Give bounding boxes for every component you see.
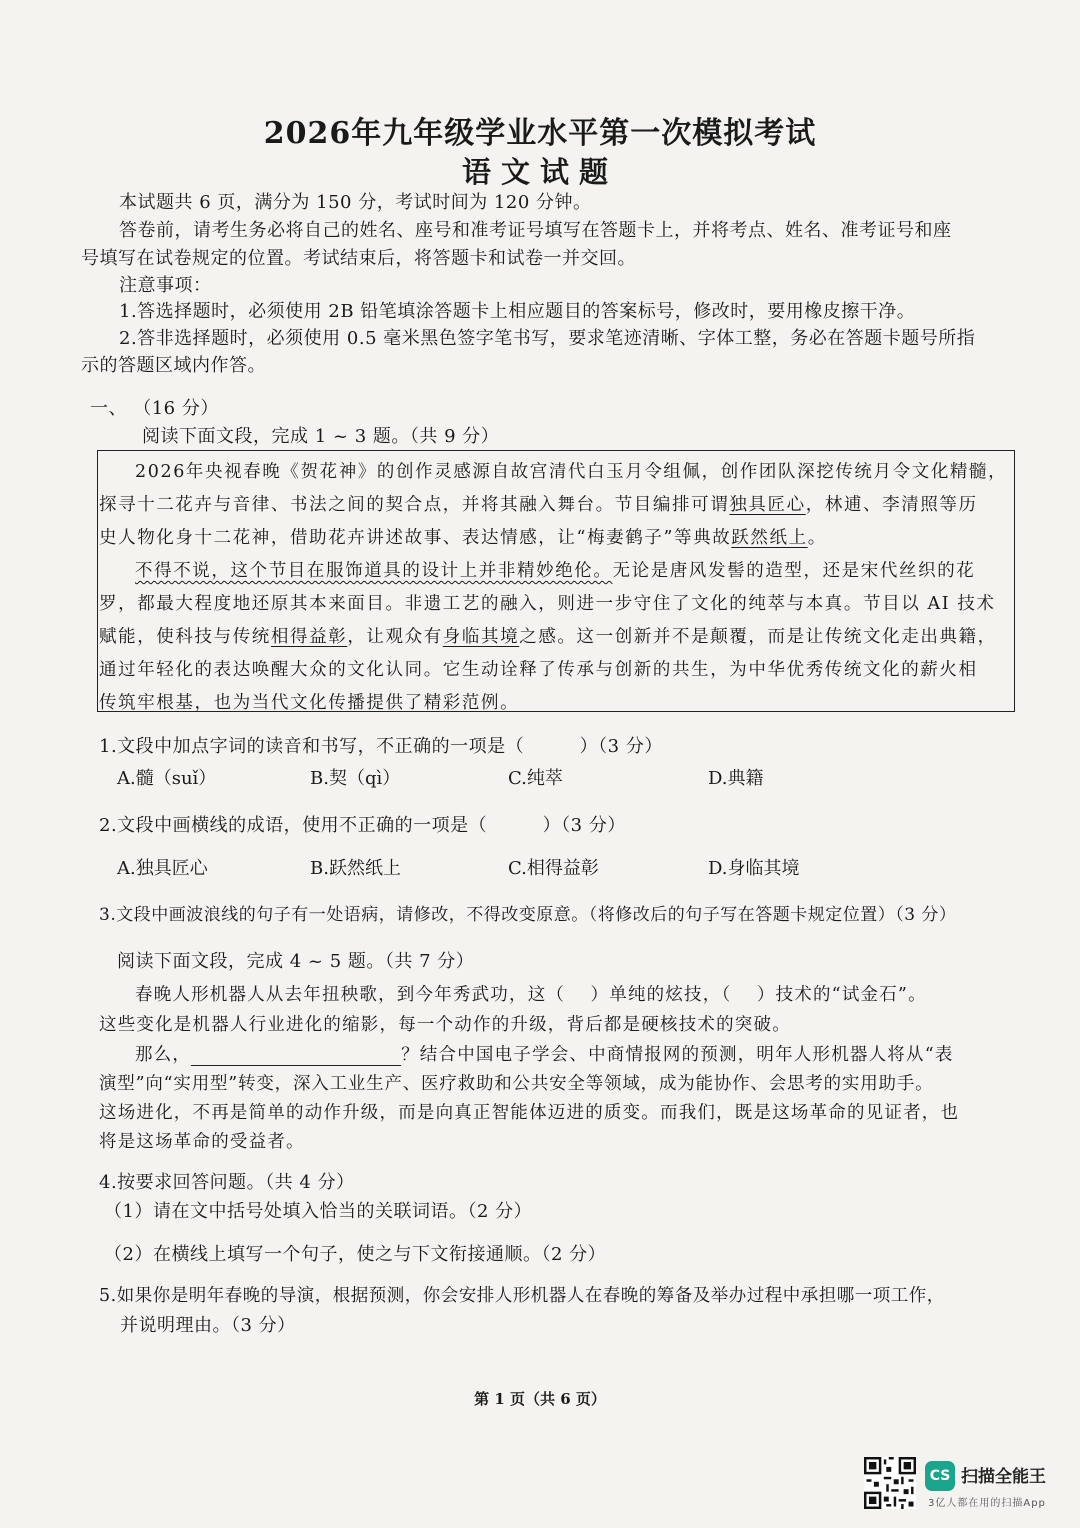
instruction-line-1: 本试题共 6 页，满分为 150 分，考试时间为 120 分钟。 [119, 192, 592, 213]
question-5-line-2: 并说明理由。（3 分） [120, 1315, 296, 1336]
q1-option-b: B.契（qì） [310, 768, 401, 789]
idiom-underlined: 身临其境 [442, 627, 520, 647]
notice-item-2b: 示的答题区域内作答。 [81, 355, 266, 376]
passage-line: 2026年央视春晚《贺花神》的创作灵感源自故宫清代白玉月令组佩，创作团队深挖传统月令文化精髓， [135, 462, 1008, 482]
question-4-sub-2: （2）在横线上填写一个句子，使之与下文衔接通顺。（2 分） [104, 1244, 607, 1265]
question-4-sub-1: （1）请在文中括号处填入恰当的关联词语。（2 分） [104, 1201, 533, 1222]
passage2-line: 这些变化是机器人行业进化的缩影，每一个动作的升级，背后都是硬核技术的突破。 [99, 1015, 791, 1035]
q2-option-b: B.跃然纸上 [310, 858, 401, 879]
q2-option-a: A.独具匠心 [117, 858, 208, 879]
exam-subtitle: 语文试题 [461, 155, 618, 189]
q1-option-c: C.纯萃 [508, 768, 563, 789]
notice-label: 注意事项： [119, 275, 212, 296]
reading-intro-2: 阅读下面文段，完成 4 ~ 5 题。（共 7 分） [117, 951, 475, 972]
q1-option-a: A.髓（suǐ） [117, 768, 217, 789]
idiom-underlined: 相得益彰 [270, 627, 348, 647]
section-heading: 一、 （16 分） [90, 398, 219, 419]
passage-line: 传筑牢根基，也为当代文化传播提供了精彩范例。 [99, 693, 520, 713]
camscanner-logo: CS [925, 1461, 955, 1491]
page-number: 第 1 页（共 6 页） [474, 1390, 606, 1408]
question-5-line-1: 5.如果你是明年春晚的导演，根据预测，你会安排人形机器人在春晚的筹备及举办过程中承担哪一项工作， [99, 1286, 945, 1306]
passage-line: 不得不说，这个节目在服饰道具的设计上并非精妙绝伦。无论是唐风发髻的造型，还是宋代丝织的花 [135, 561, 976, 581]
passage-line: 赋能，使科技与传统相得益彰，让观众有身临其境之感。这一创新并不是颠覆，而是让传统文化走出典籍， [99, 627, 997, 647]
passage-line: 探寻十二花卉与音律、书法之间的契合点，并将其融入舞台。节目编排可谓独具匠心，林逋、李清照等历 [99, 495, 978, 515]
qr-code-icon [864, 1457, 916, 1509]
question-4-stem: 4.按要求回答问题。（共 4 分） [99, 1172, 355, 1193]
passage2-line: 将是这场革命的受益者。 [99, 1132, 305, 1152]
passage-line: 通过年轻化的表达唤醒大众的文化认同。它生动诠释了传承与创新的共生，为中华优秀传统文化的薪火相 [99, 660, 978, 680]
scanner-slogan: 3亿人都在用的扫描App [928, 1498, 1046, 1509]
q2-option-d: D.身临其境 [708, 858, 800, 879]
instruction-line-2b: 号填写在试卷规定的位置。考试结束后，将答题卡和试卷一并交回。 [81, 248, 636, 269]
passage-line: 史人物化身十二花神，借助花卉讲述故事、表达情感，让“梅妻鹤子”等典故跃然纸上。 [99, 528, 827, 548]
q1-option-d: D.典籍 [708, 768, 764, 789]
question-3-stem: 3.文段中画波浪线的句子有一处语病，请修改，不得改变原意。（将修改后的句子写在答题卡规定位置）（3 分） [99, 905, 957, 925]
passage-line: 罗，都最大程度地还原其本来面目。非遗工艺的融入，则进一步守住了文化的纯萃与本真。节目以 AI 技术 [99, 594, 996, 614]
passage2-line: 演型”向“实用型”转变，深入工业生产、医疗救助和公共安全等领域，成为能协作、会思考的实用助手。 [99, 1074, 934, 1094]
notice-item-2a: 2.答非选择题时，必须使用 0.5 毫米黑色签字笔书写，要求笔迹清晰、字体工整，务必在答题卡题号所指 [119, 328, 976, 349]
wavy-sentence: 不得不说，这个节目在服饰道具的设计上并非精妙绝伦。 [135, 561, 613, 581]
passage2-line: 春晚人形机器人从去年扭秧歌，到今年秀武功，这（ ）单纯的炫技，（ ）技术的“试金石”。 [135, 985, 927, 1005]
question-2-stem: 2.文段中画横线的成语，使用不正确的一项是（ ）（3 分） [99, 815, 626, 836]
q2-option-c: C.相得益彰 [508, 858, 599, 879]
question-1-stem: 1.文段中加点字词的读音和书写，不正确的一项是（ ）（3 分） [99, 736, 663, 757]
passage2-line: 这场进化，不再是简单的动作升级，而是向真正智能体迈进的质变。而我们，既是这场革命的见证者，也 [99, 1103, 960, 1123]
idiom-underlined: 跃然纸上 [731, 528, 808, 548]
passage2-line: 那么， ？结合中国电子学会、中商情报网的预测，明年人形机器人将从“表 [135, 1045, 954, 1065]
idiom-underlined: 独具匠心 [729, 495, 806, 515]
notice-item-1: 1.答选择题时，必须使用 2B 铅笔填涂答题卡上相应题目的答案标号，修改时，要用橡皮擦干净。 [119, 301, 916, 322]
scanner-app-name: 扫描全能王 [961, 1467, 1046, 1487]
exam-title: 2026年九年级学业水平第一次模拟考试 [263, 116, 817, 151]
instruction-line-2a: 答卷前，请考生务必将自己的姓名、座号和准考证号填写在答题卡上，并将考点、姓名、准考证号和座 [119, 220, 952, 241]
reading-intro-1: 阅读下面文段，完成 1 ~ 3 题。（共 9 分） [142, 426, 500, 447]
fill-blank-line [191, 1047, 401, 1066]
